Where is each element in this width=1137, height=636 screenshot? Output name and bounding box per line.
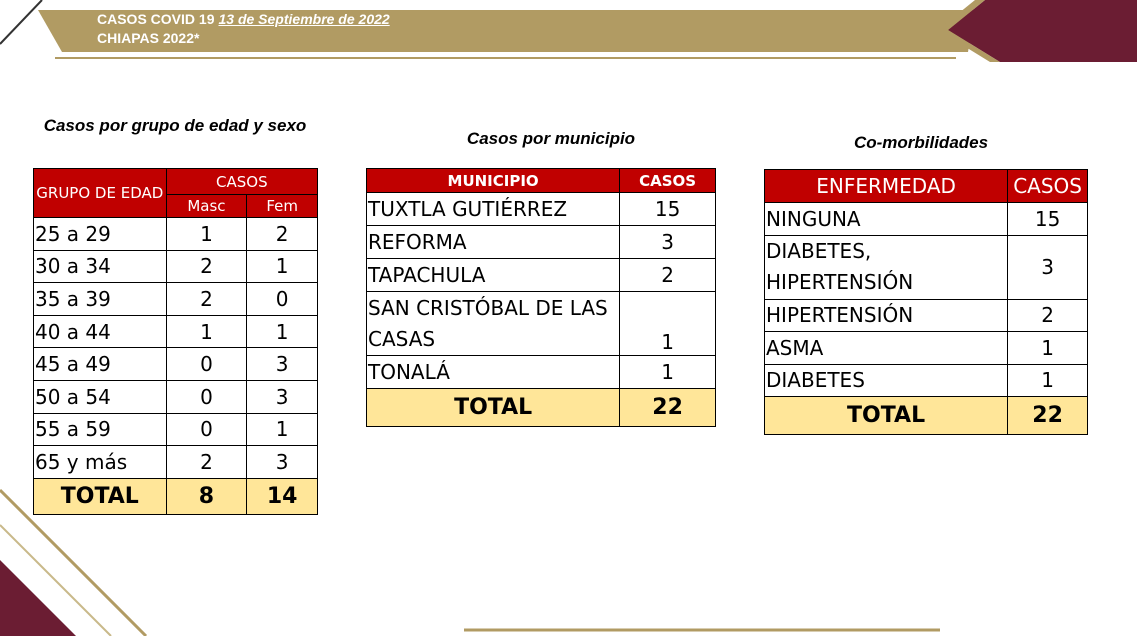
- table-row: [765, 203, 1088, 236]
- table-row: [765, 235, 1088, 299]
- table-row: [34, 283, 318, 316]
- casos-cell: 2: [620, 259, 716, 292]
- enfermedad-cell: DIABETES: [765, 364, 1008, 397]
- table-row: [34, 250, 318, 283]
- comorbilidades-title: Co-morbilidades: [853, 133, 989, 152]
- casos-cell: 15: [1008, 203, 1088, 236]
- enfermedad-cell: ASMA: [765, 332, 1008, 365]
- casos-cell: 3: [620, 226, 716, 259]
- age-group-cell: 35 a 39: [34, 283, 167, 316]
- total-row: [34, 478, 318, 514]
- total-row: [765, 397, 1088, 435]
- comorbilidades-table: [764, 169, 1088, 435]
- age-group-cell: 65 y más: [34, 446, 167, 479]
- table-row: [34, 413, 318, 446]
- col-header-fem: Fem: [247, 195, 318, 218]
- masc-cell: 1: [166, 315, 247, 348]
- table-row: [34, 218, 318, 251]
- footer-corner-shape: [0, 560, 76, 636]
- municipio-cell: TAPACHULA: [367, 259, 620, 292]
- fem-cell: 3: [247, 380, 318, 413]
- col-header-casos: CASOS: [620, 169, 716, 193]
- header-date: 13 de Septiembre de 2022: [218, 11, 390, 27]
- col-header-masc: Masc: [166, 195, 247, 218]
- casos-cell: 1: [620, 356, 716, 389]
- fem-cell: 3: [247, 348, 318, 381]
- header-subtitle: CHIAPAS 2022*: [97, 30, 200, 46]
- fem-cell: 3: [247, 446, 318, 479]
- masc-cell: 1: [166, 218, 247, 251]
- masc-cell: 0: [166, 413, 247, 446]
- total-casos: 22: [620, 389, 716, 427]
- municipio-title: Casos por municipio: [466, 129, 636, 148]
- col-header-casos: CASOS: [1008, 170, 1088, 203]
- table-row: [367, 226, 716, 259]
- fem-cell: 2: [247, 218, 318, 251]
- fem-cell: 1: [247, 413, 318, 446]
- fem-cell: 1: [247, 315, 318, 348]
- fem-cell: 0: [247, 283, 318, 316]
- table-row: [34, 348, 318, 381]
- masc-cell: 2: [166, 446, 247, 479]
- enfermedad-cell: NINGUNA: [765, 203, 1008, 236]
- enfermedad-cell: DIABETES, HIPERTENSIÓN: [765, 235, 1008, 299]
- casos-cell: 1: [620, 292, 716, 356]
- fem-cell: 1: [247, 250, 318, 283]
- casos-cell: 2: [1008, 299, 1088, 332]
- total-masc: 8: [166, 478, 247, 514]
- col-header-enfermedad: ENFERMEDAD: [765, 170, 1008, 203]
- col-header-group: GRUPO DE EDAD: [34, 169, 167, 218]
- age-group-cell: 50 a 54: [34, 380, 167, 413]
- municipio-cell: SAN CRISTÓBAL DE LAS CASAS: [367, 292, 620, 356]
- table-row: [367, 292, 716, 356]
- age-group-cell: 45 a 49: [34, 348, 167, 381]
- masc-cell: 0: [166, 380, 247, 413]
- col-header-municipio: MUNICIPIO: [367, 169, 620, 193]
- casos-cell: 1: [1008, 332, 1088, 365]
- header: [97, 10, 390, 48]
- table-row: [34, 446, 318, 479]
- total-casos: 22: [1008, 397, 1088, 435]
- table-row: [765, 364, 1088, 397]
- total-row: [367, 389, 716, 427]
- casos-cell: 15: [620, 193, 716, 226]
- table-row: [34, 315, 318, 348]
- masc-cell: 0: [166, 348, 247, 381]
- age-group-cell: 40 a 44: [34, 315, 167, 348]
- total-label: TOTAL: [367, 389, 620, 427]
- table-row: [765, 299, 1088, 332]
- age-group-cell: 55 a 59: [34, 413, 167, 446]
- enfermedad-cell: HIPERTENSIÓN: [765, 299, 1008, 332]
- table-row: [367, 259, 716, 292]
- total-fem: 14: [247, 478, 318, 514]
- total-label: TOTAL: [34, 478, 167, 514]
- table-row: [367, 356, 716, 389]
- masc-cell: 2: [166, 250, 247, 283]
- municipio-cell: TUXTLA GUTIÉRREZ: [367, 193, 620, 226]
- age-group-cell: 25 a 29: [34, 218, 167, 251]
- municipio-table: [366, 168, 716, 427]
- age-group-cell: 30 a 34: [34, 250, 167, 283]
- col-header-casos: CASOS: [166, 169, 317, 195]
- header-title: CASOS COVID 19: [97, 11, 215, 27]
- casos-cell: 3: [1008, 235, 1088, 299]
- total-label: TOTAL: [765, 397, 1008, 435]
- age-sex-title: Casos por grupo de edad y sexo: [43, 116, 307, 135]
- masc-cell: 2: [166, 283, 247, 316]
- casos-cell: 1: [1008, 364, 1088, 397]
- table-row: [765, 332, 1088, 365]
- municipio-cell: TONALÁ: [367, 356, 620, 389]
- municipio-cell: REFORMA: [367, 226, 620, 259]
- table-row: [34, 380, 318, 413]
- table-row: [367, 193, 716, 226]
- age-sex-table: [33, 168, 318, 515]
